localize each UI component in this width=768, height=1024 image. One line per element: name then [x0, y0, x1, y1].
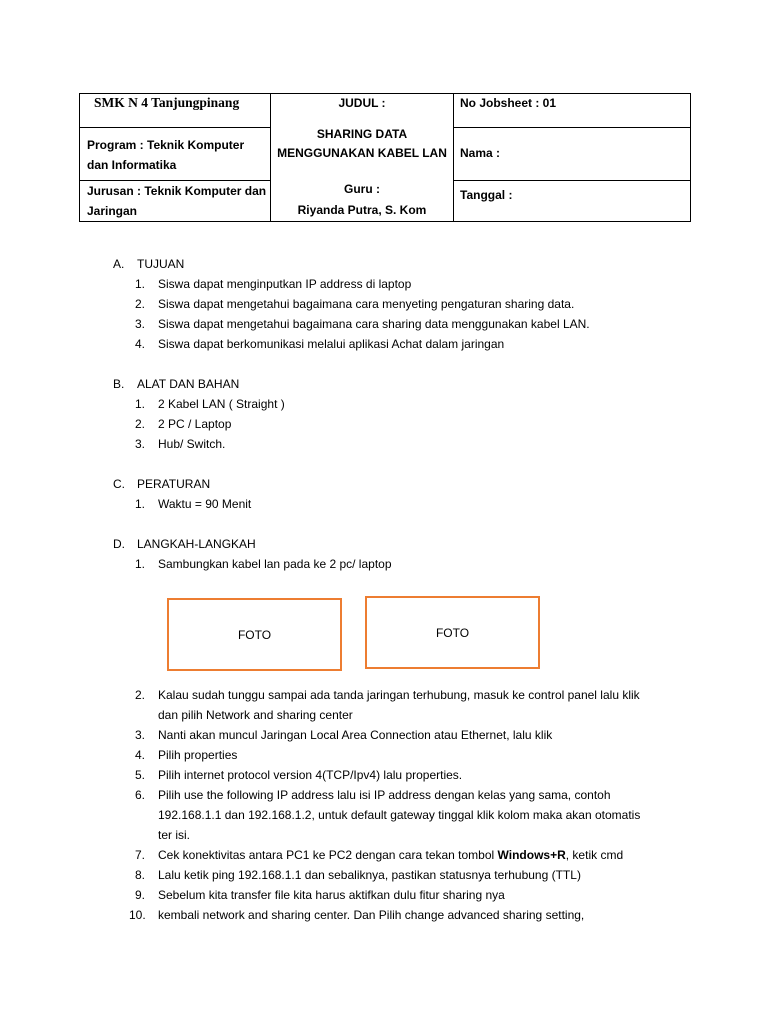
list-item: 3. Nanti akan muncul Jaringan Local Area Connection atau Ethernet, lalu klik	[135, 728, 553, 742]
section-title: LANGKAH-LANGKAH	[137, 537, 256, 551]
program-label: Program : Teknik Komputer dan Informatika	[87, 138, 245, 172]
header-table	[79, 93, 691, 222]
list-item: 2. 2 PC / Laptop	[135, 417, 232, 431]
section-title: ALAT DAN BAHAN	[137, 377, 240, 391]
nama-field: Nama :	[460, 146, 501, 160]
table-divider	[453, 127, 690, 128]
list-item: 2. Siswa dapat mengetahui bagaimana cara menyeting pengaturan sharing data.	[135, 297, 575, 311]
table-divider	[453, 94, 454, 221]
tanggal-field: Tanggal :	[460, 188, 513, 202]
section-letter: A.	[113, 257, 125, 271]
list-item-continuation: 192.168.1.1 dan 192.168.1.2, untuk default gateway tinggal klik kolom maka akan otomatis	[158, 808, 641, 822]
section-letter: D.	[113, 537, 125, 551]
jurusan-label: Jurusan : Teknik Komputer dan Jaringan	[87, 184, 267, 218]
table-divider	[80, 127, 270, 128]
list-item: 3. Hub/ Switch.	[135, 437, 226, 451]
judul-label: JUDUL :	[338, 96, 386, 110]
list-item: 6. Pilih use the following IP address lalu isi IP address dengan kelas yang sama, contoh	[135, 788, 611, 802]
list-item: 4. Pilih properties	[135, 748, 238, 762]
list-item: 5. Pilih internet protocol version 4(TCP/Ipv4) lalu properties.	[135, 768, 463, 782]
list-item: 3. Siswa dapat mengetahui bagaimana cara sharing data menggunakan kabel LAN.	[135, 317, 590, 331]
list-item: 1. 2 Kabel LAN ( Straight )	[135, 397, 285, 411]
list-item: 9. Sebelum kita transfer file kita harus aktifkan dulu fitur sharing nya	[135, 888, 505, 902]
guru-name: Riyanda Putra, S. Kom	[297, 203, 427, 217]
document-title: SHARING DATA MENGGUNAKAN KABEL LAN	[277, 127, 447, 160]
photo-label: FOTO	[237, 627, 272, 642]
list-item: 1. Siswa dapat menginputkan IP address di laptop	[135, 277, 412, 291]
list-item: 7. Cek konektivitas antara PC1 ke PC2 dengan cara tekan tombol Windows+R, ketik cmd	[135, 848, 624, 862]
section-title: TUJUAN	[137, 257, 185, 271]
section-heading	[113, 376, 239, 392]
section-heading	[113, 476, 210, 492]
list-item-continuation: ter isi.	[158, 828, 191, 842]
list-item: 1. Sambungkan kabel lan pada ke 2 pc/ laptop	[135, 557, 392, 571]
list-item: 10. kembali network and sharing center. Dan Pilih change advanced sharing setting,	[129, 908, 585, 922]
photo-placeholder	[167, 598, 342, 671]
section-heading	[113, 536, 256, 552]
jobsheet-number: No Jobsheet : 01	[460, 96, 557, 110]
table-divider	[453, 180, 690, 181]
list-item: 4. Siswa dapat berkomunikasi melalui aplikasi Achat dalam jaringan	[135, 337, 505, 351]
list-item: 2. Kalau sudah tunggu sampai ada tanda jaringan terhubung, masuk ke control panel lalu klik	[135, 688, 640, 702]
table-divider	[270, 94, 271, 221]
school-name: SMK N 4 Tanjungpinang	[94, 95, 240, 110]
section-heading	[113, 256, 184, 272]
section-title: PERATURAN	[137, 477, 211, 491]
list-item: 1. Waktu = 90 Menit	[135, 497, 252, 511]
section-letter: B.	[113, 377, 125, 391]
section-letter: C.	[113, 477, 125, 491]
photo-label: FOTO	[435, 625, 470, 640]
photo-placeholder	[365, 596, 540, 669]
list-item: 8. Lalu ketik ping 192.168.1.1 dan sebaliknya, pastikan statusnya terhubung (TTL)	[135, 868, 581, 882]
guru-label: Guru :	[344, 182, 380, 196]
list-item-continuation: dan pilih Network and sharing center	[158, 708, 353, 722]
